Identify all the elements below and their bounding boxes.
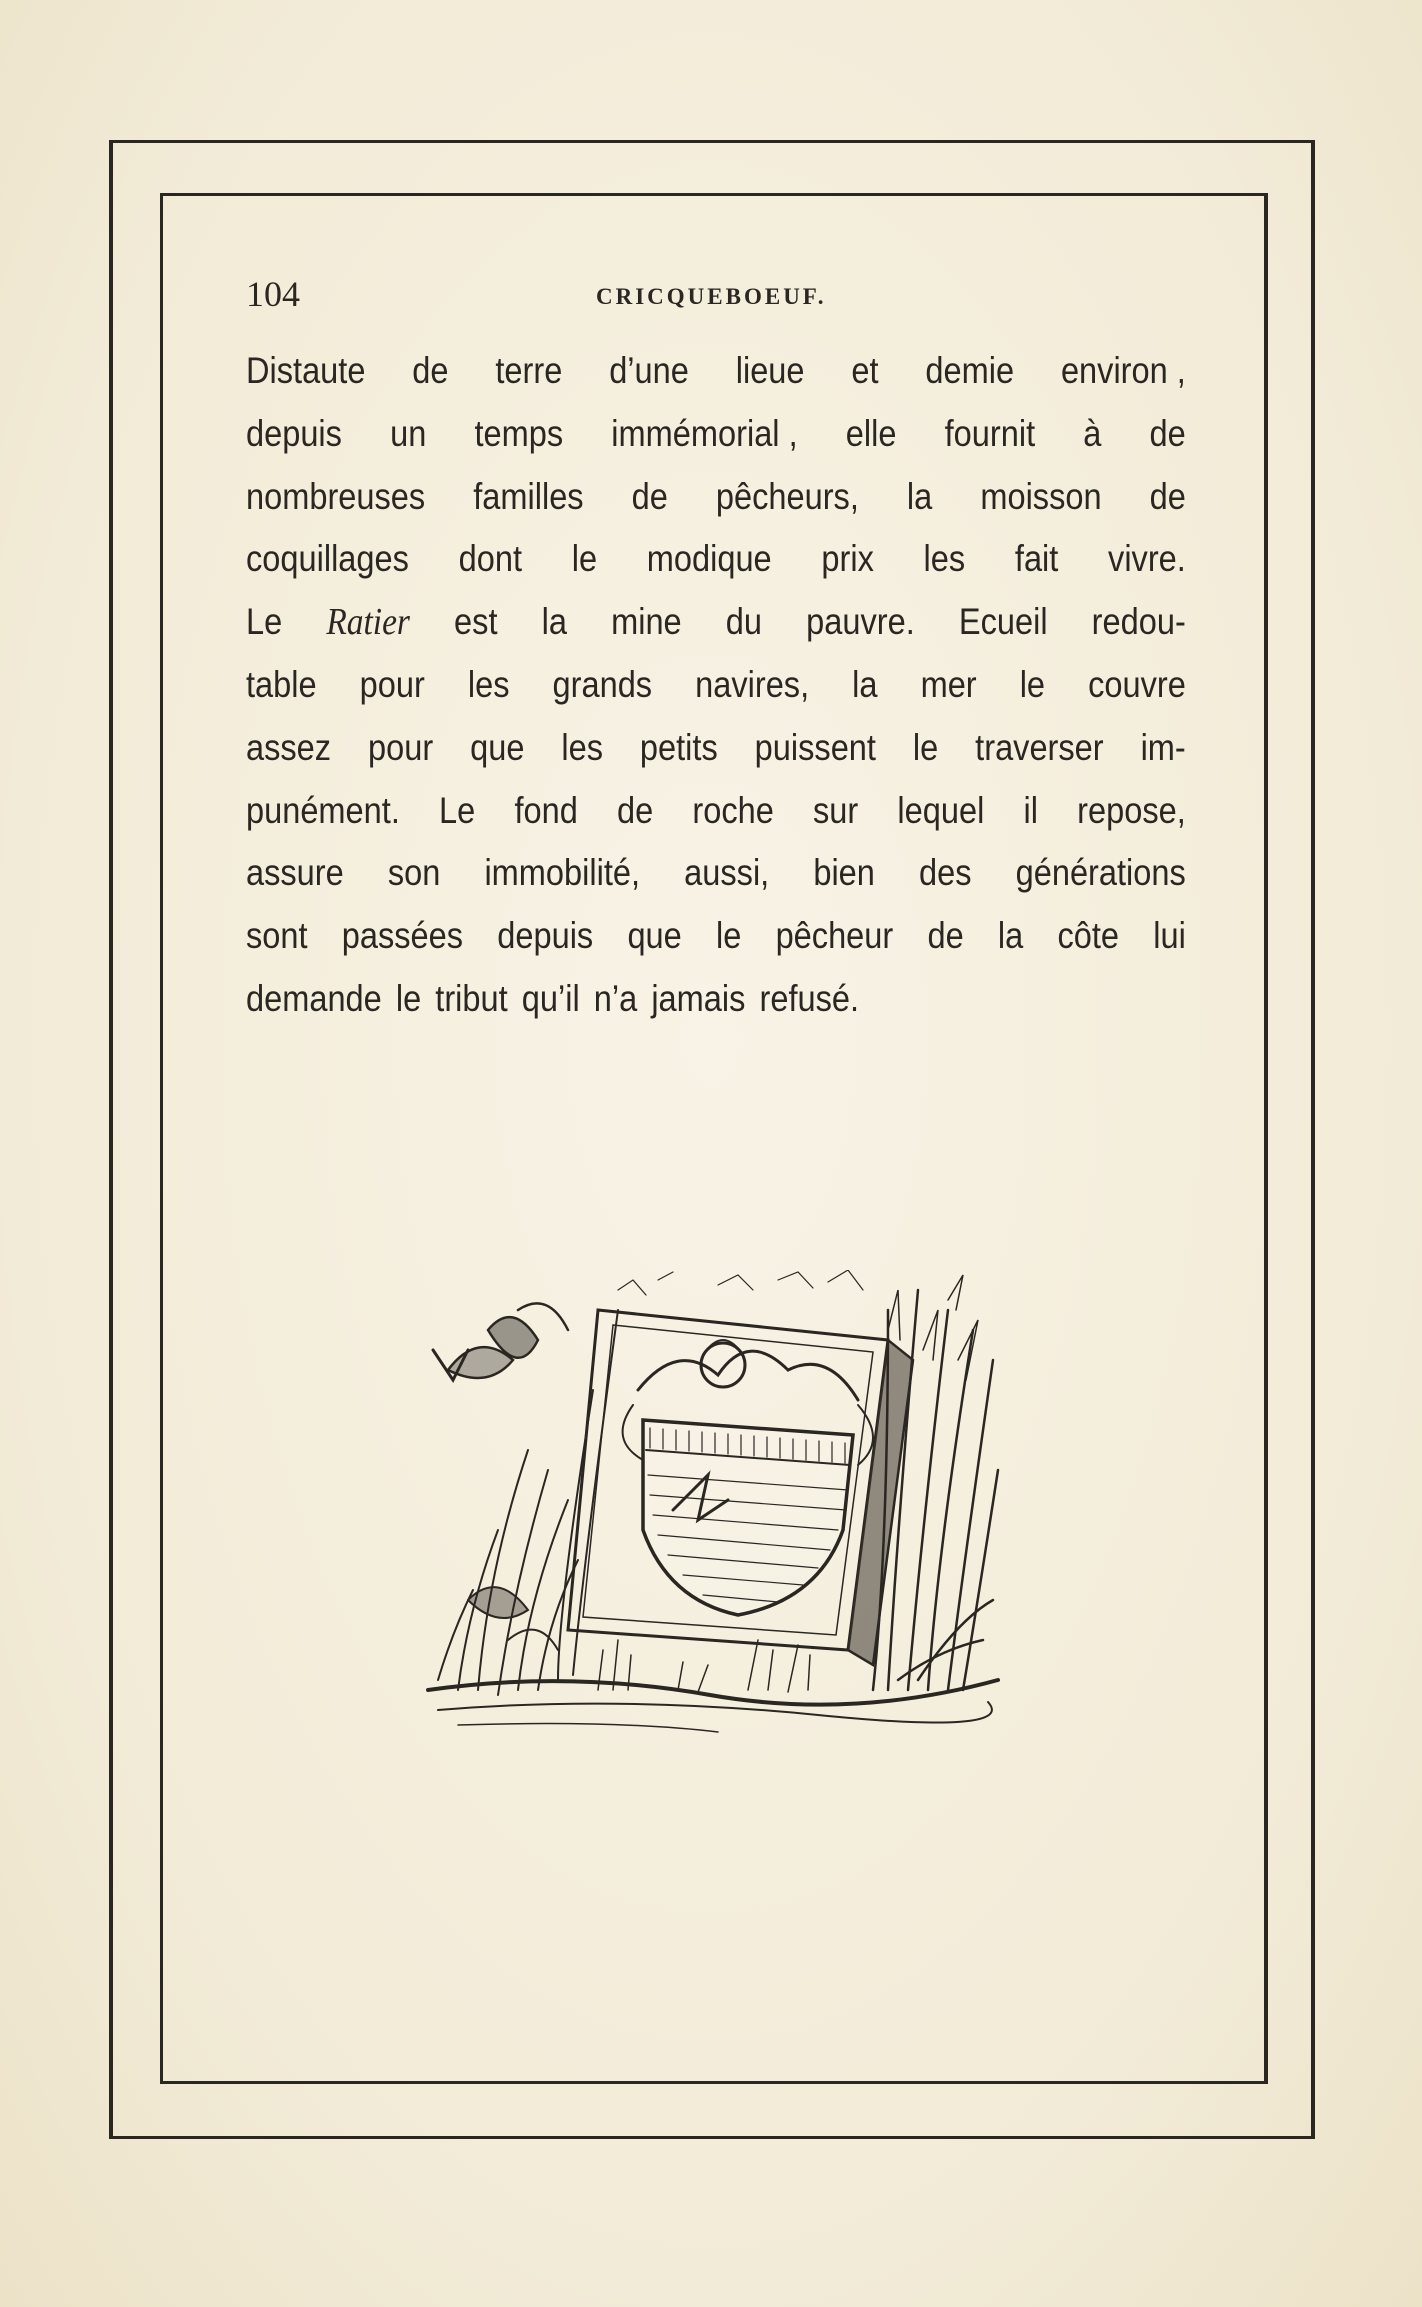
- word: fond: [514, 789, 578, 831]
- word: redou-: [1091, 601, 1186, 643]
- word: demande: [246, 977, 382, 1019]
- body-paragraph: [246, 340, 1186, 1031]
- word: n’a: [593, 977, 638, 1019]
- page-header: [246, 272, 1186, 322]
- word: le: [395, 977, 422, 1019]
- word: repose,: [1077, 789, 1186, 831]
- word: immémorial ,: [611, 412, 798, 454]
- text-line: [246, 842, 1186, 905]
- word: le: [715, 915, 742, 957]
- word: nombreuses: [246, 475, 426, 517]
- word: sur: [813, 789, 859, 831]
- word: de: [616, 789, 654, 831]
- text-line: [246, 717, 1186, 780]
- word: il: [1023, 789, 1038, 831]
- word: immobilité,: [484, 852, 641, 894]
- word: d’une: [609, 350, 689, 391]
- text-line: [246, 905, 1186, 968]
- word: et: [851, 350, 879, 391]
- word: un: [390, 412, 427, 454]
- word: vivre.: [1108, 538, 1186, 580]
- word: les: [923, 538, 966, 580]
- text-line: [246, 403, 1186, 466]
- running-title: CRICQUEBOEUF.: [596, 284, 827, 309]
- word: assez: [246, 726, 332, 768]
- text-line: [246, 528, 1186, 591]
- word: Le: [246, 601, 283, 643]
- word: pour: [367, 726, 434, 768]
- word: assure: [246, 852, 344, 894]
- word: demie: [925, 350, 1015, 391]
- word: petits: [639, 726, 718, 768]
- word: traverser: [975, 726, 1104, 768]
- word: la: [541, 601, 567, 643]
- word: qu’il: [521, 977, 580, 1019]
- word: table: [246, 663, 317, 705]
- word: lequel: [897, 789, 985, 831]
- word: Ecueil: [958, 601, 1048, 643]
- word: de: [1149, 475, 1186, 517]
- word: terre: [495, 350, 563, 391]
- word: elle: [845, 412, 897, 454]
- word-italic: Ratier: [326, 601, 410, 644]
- text-line: [246, 780, 1186, 843]
- word: moisson: [980, 475, 1102, 517]
- word: punément.: [246, 789, 400, 831]
- word: mine: [611, 601, 682, 643]
- word: passées: [341, 915, 464, 957]
- word: fait: [1014, 538, 1059, 580]
- word: le: [912, 726, 939, 768]
- word: le: [571, 538, 598, 580]
- word: de: [412, 350, 449, 391]
- word: roche: [692, 789, 774, 831]
- word: dont: [458, 538, 523, 580]
- word: côte: [1057, 915, 1120, 957]
- word: environ ,: [1060, 350, 1186, 391]
- word: que: [470, 726, 525, 768]
- word: fournit: [944, 412, 1036, 454]
- word: couvre: [1088, 663, 1186, 705]
- word: la: [906, 475, 933, 517]
- page-number: 104: [246, 274, 300, 314]
- word: prix: [821, 538, 874, 580]
- word: pêcheur: [775, 915, 894, 957]
- word: de: [631, 475, 668, 517]
- word: navires,: [695, 663, 810, 705]
- word: jamais: [651, 977, 746, 1019]
- word: Distaute: [246, 350, 366, 391]
- word: sont: [246, 915, 308, 957]
- text-line: [246, 591, 1186, 654]
- word: modique: [646, 538, 772, 580]
- word: refusé.: [759, 977, 860, 1019]
- word: depuis: [246, 412, 342, 454]
- word: la: [852, 663, 878, 705]
- word: générations: [1015, 852, 1186, 894]
- word: est: [454, 601, 498, 643]
- word: les: [561, 726, 603, 768]
- word: im-: [1140, 726, 1186, 768]
- text-line: [246, 466, 1186, 529]
- text-line: [246, 654, 1186, 717]
- word: tribut: [435, 977, 508, 1019]
- word: aussi,: [684, 852, 770, 894]
- word: des: [919, 852, 972, 894]
- word: temps: [474, 412, 564, 454]
- word: puissent: [754, 726, 876, 768]
- word: lieue: [735, 350, 805, 391]
- word: le: [1019, 663, 1046, 705]
- word: familles: [473, 475, 584, 517]
- word: mer: [920, 663, 977, 705]
- word: lui: [1153, 915, 1186, 957]
- text-line: [246, 968, 1186, 1031]
- word: de: [1149, 412, 1186, 454]
- word: la: [997, 915, 1024, 957]
- word: grands: [552, 663, 653, 705]
- word: de: [927, 915, 964, 957]
- word: du: [725, 601, 763, 643]
- word: les: [467, 663, 510, 705]
- word: depuis: [497, 915, 594, 957]
- word: bien: [813, 852, 875, 894]
- word: pour: [359, 663, 425, 705]
- word: pêcheurs,: [715, 475, 859, 517]
- word: à: [1083, 412, 1102, 454]
- word: que: [627, 915, 682, 957]
- word: Le: [439, 789, 476, 831]
- coat-of-arms-vignette-icon: [418, 1270, 1002, 1740]
- word: pauvre.: [806, 601, 915, 643]
- word: son: [387, 852, 441, 894]
- text-line: [246, 340, 1186, 403]
- word: coquillages: [246, 538, 409, 580]
